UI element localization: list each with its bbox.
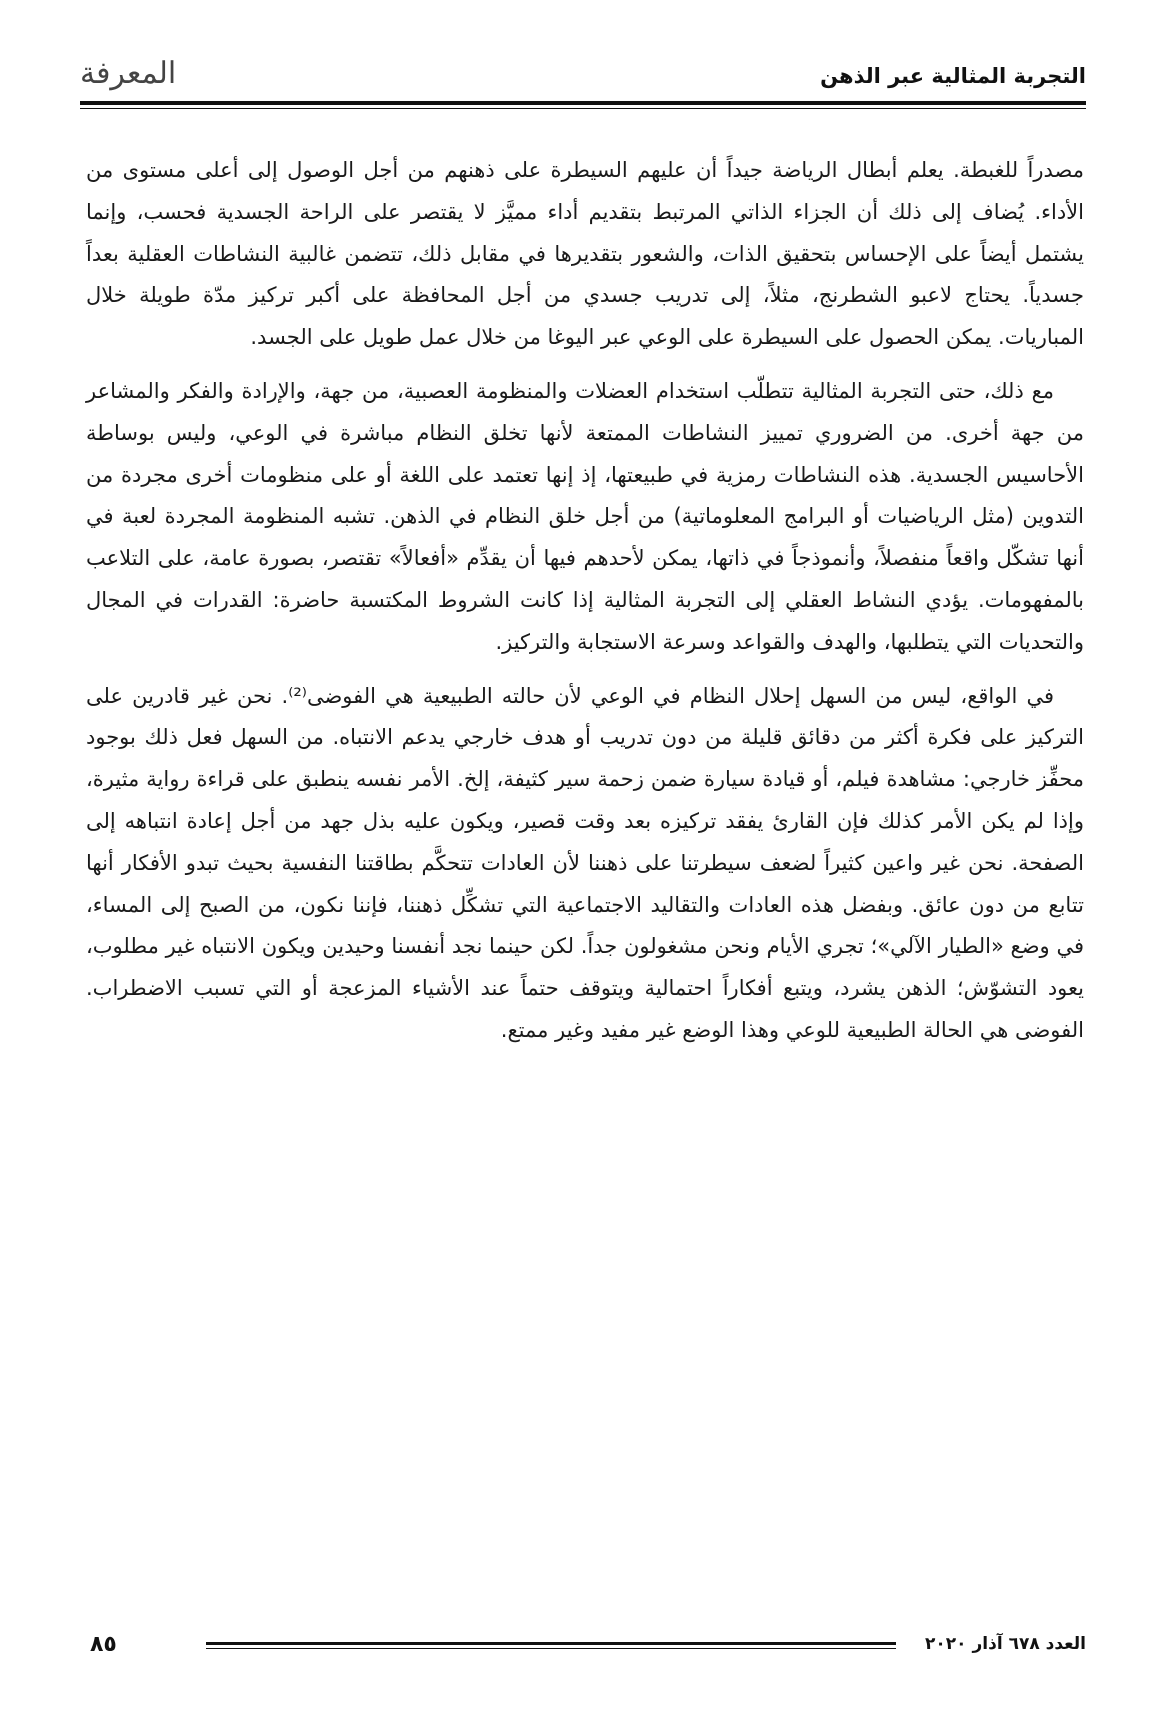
footer-rule-thin [206, 1648, 896, 1649]
page-footer [80, 1632, 1086, 1672]
footer-rule [206, 1642, 896, 1645]
page-header [80, 52, 1086, 102]
page-number: ٨٥ [90, 1632, 117, 1657]
header-rule-thin [80, 108, 1086, 109]
issue-info: العدد ٦٧٨ آذار ٢٠٢٠ [925, 1634, 1086, 1654]
paragraph-1: مصدراً للغبطة. يعلم أبطال الرياضة جيداً أن عليهم السيطرة على ذهنهم من أجل الوصول إلى أعلى مستوى من الأداء. يُضاف إلى ذلك أن الجزاء الذاتي المرتبط بتقديم أداء مميَّز لا يقتصر على الراحة الجسدية فحسب، وإنما يشتمل أيضاً على الإحساس بتحقيق الذات، والشعور بتقديرها في مقابل ذلك، تتضمن غالبية النشاطات العقلية بعداً جسدياً. يحتاج لاعبو الشطرنج، مثلاً، إلى تدريب جسدي من أجل المحافظة على أكبر تركيز مدّة طويلة خلال المباريات. يمكن الحصول على السيطرة على الوعي عبر اليوغا من خلال عمل طويل على الجسد. [86, 158, 1084, 350]
paragraph-2: مع ذلك، حتى التجربة المثالية تتطلّب استخدام العضلات والمنظومة العصبية، من جهة، والإرادة والفكر والمشاعر من جهة أخرى. من الضروري تمييز النشاطات الممتعة لأنها تخلق النظام مباشرة في الوعي، وليس بوساطة الأحاسيس الجسدية. هذه النشاطات رمزية في طبيعتها، إذ إنها تعتمد على اللغة أو على منظومات أخرى مجردة من التدوين (مثل الرياضيات أو البرامج المعلوماتية) من أجل خلق النظام في الذهن. تشبه المنظومة المجردة لعبة في أنها تشكّل واقعاً منفصلاً، وأنموذجاً في ذاتها، يمكن لأحدهم فيها أن يقدِّم «أفعالاً» تقتصر، بصورة عامة، على التلاعب بالمفهومات. يؤدي النشاط العقلي إلى التجربة المثالية إذا كانت الشروط المكتسبة حاضرة: القدرات في المجال والتحديات التي يتطلبها، والهدف والقواعد وسرعة الاستجابة والتركيز. [86, 378, 1084, 654]
magazine-logo: المعرفة [80, 56, 177, 91]
paragraph-3: في الواقع، ليس من السهل إحلال النظام في الوعي لأن حالته الطبيعية هي الفوضى⁽²⁾. نحن غير قادرين على التركيز على فكرة أكثر من دقائق قليلة من دون تدريب أو هدف خارجي يدعم الانتباه. من السهل فعل ذلك بوجود محفِّز خارجي: مشاهدة فيلم، أو قيادة سيارة ضمن زحمة سير كثيفة، إلخ. الأمر نفسه ينطبق على قراءة رواية مثيرة، وإذا لم يكن الأمر كذلك فإن القارئ يفقد تركيزه بعد وقت قصير، ويكون عليه بذل جهد من أجل إعادة انتباهه إلى الصفحة. نحن غير واعين كثيراً لضعف سيطرتنا على ذهننا لأن العادات تتحكَّم بطاقتنا النفسية بحيث تبدو الأفكار أنها تتابع من دون عائق. وبفضل هذه العادات والتقاليد الاجتماعية التي تشكِّل ذهننا، فإننا نكون، من الصبح إلى المساء، في وضع «الطيار الآلي»؛ تجري الأيام ونحن مشغولون جداً. لكن حينما نجد أنفسنا وحيدين ويكون الانتباه غير مطلوب، يعود التشوّش؛ الذهن يشرد، ويتبع أفكاراً احتمالية ويتوقف حتماً عند الأشياء المزعجة أو التي تسبب الاضطراب. الفوضى هي الحالة الطبيعية للوعي وهذا الوضع غير مفيد وغير ممتع. [86, 683, 1084, 1042]
running-title: التجربة المثالية عبر الذهن [820, 64, 1086, 88]
header-rule [80, 101, 1086, 105]
article-body [86, 150, 1084, 1064]
